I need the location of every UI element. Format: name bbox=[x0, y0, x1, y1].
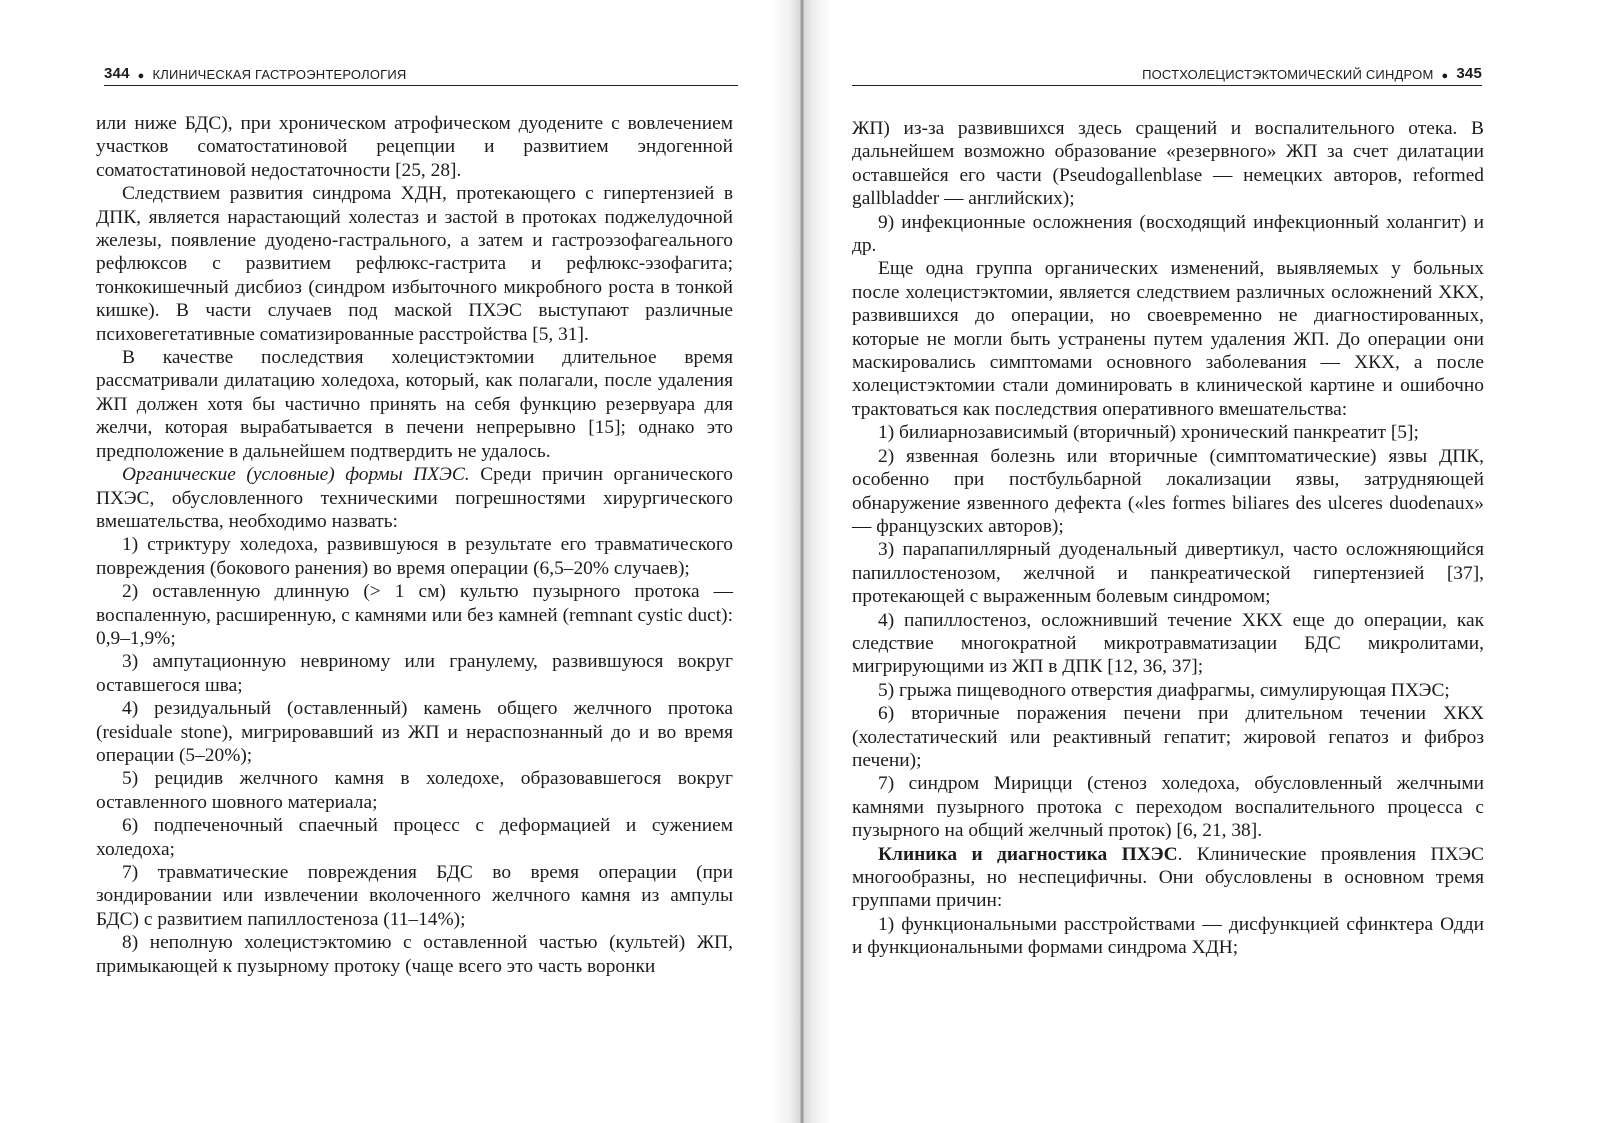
right-body-text bbox=[852, 117, 1484, 960]
list-item: 9) инфекционные осложнения (восходящий инфекционный холангит) и др. bbox=[852, 211, 1484, 257]
list-item: 2) язвенная болезнь или вторичные (симптоматические) язвы ДПК, особенно при постбульбарной локализации язвы, затрудняющей обнаружение язвенного дефекта («les formes biliares des ulceres duodenaux» — французских авторов); bbox=[852, 445, 1484, 537]
left-page bbox=[0, 0, 790, 1123]
list-item: 4) папиллостеноз, осложнивший течение ХКХ еще до операции, как следствие многократной микротравматизации БДС микролитами, мигрирующими из ЖП в ДПК [12, 36, 37]; bbox=[852, 609, 1484, 678]
left-body-text bbox=[96, 112, 733, 978]
list-item: 1) стриктуру холедоха, развившуюся в результате его травматического повреждения (бокового ранения) во время операции (6,5–20% случаев); bbox=[96, 534, 733, 579]
paragraph-text: . Клинические проявления ПХЭС многообразны, но неспецифичны. Они обусловлены в основном тремя группами причин: bbox=[852, 843, 1484, 912]
list-item: 7) травматические повреждения БДС во время операции (при зондировании или извлечении вколоченного желчного камня из ампулы БДС) с развитием папиллостеноза (11–14%); bbox=[96, 862, 733, 930]
paragraph-clinic bbox=[852, 843, 1484, 913]
list-item: 3) ампутационную невриному или гранулему, развившуюся вокруг оставшегося шва; bbox=[96, 651, 733, 696]
header-bullet: ● bbox=[1441, 70, 1449, 82]
list-item: 7) синдром Мирицци (стеноз холедоха, обусловленный желчными камнями пузырного протока с переходом воспалительного процесса с пузырного на общий желчный проток) [6, 21, 38]. bbox=[852, 773, 1484, 842]
paragraph: В качестве последствия холецистэктомии длительное время рассматривали дилатацию холедоха, который, как полагали, после удаления ЖП должен хотя бы частично принять на себя функцию резервуара для желчи, которая вырабатывается в печени непрерывно [15]; однако это предположение в дальнейшем подтвердить не удалось. bbox=[96, 347, 733, 462]
list-item: 6) подпеченочный спаечный процесс с деформацией и сужением холедоха; bbox=[96, 815, 733, 860]
list-item: 4) резидуальный (оставленный) камень общего желчного протока (residuale stone), мигрировавший из ЖП и нераспознанный до и во время операции (5–20%); bbox=[96, 698, 733, 766]
left-running-header bbox=[104, 56, 738, 86]
right-page bbox=[810, 0, 1600, 1123]
list-item: 6) вторичные поражения печени при длительном течении ХКХ (холестатический или реактивный гепатит; жировой гепатоз и фиброз печени); bbox=[852, 703, 1484, 771]
right-running-title: ПОСТХОЛЕЦИСТЭКТОМИЧЕСКИЙ СИНДРОМ bbox=[1142, 67, 1434, 82]
section-heading-italic: Органические (условные) формы ПХЭС. bbox=[122, 464, 470, 486]
list-item: 1) функциональными расстройствами — дисфункцией сфинктера Одди и функциональными формами синдрома ХДН; bbox=[852, 913, 1484, 959]
paragraph: ЖП) из-за развившихся здесь сращений и воспалительного отека. В дальнейшем возможно образование «резервного» ЖП за счет дилатации оставшейся его части (Pseudogallenblase — немецких авторов, reformed gallbladder — английских); bbox=[852, 118, 1484, 210]
paragraph: Следствием развития синдрома ХДН, протекающего с гипертензией в ДПК, является нарастающий холестаз и застой в протоках поджелудочной железы, появление дуодено-гастрального, а затем и гастроэзофагеального рефлюксов с развитием рефлюкс-гастрита и рефлюкс-эзофагита; тонкокишечный дисбиоз (синдром избыточного микробного роста в тонкой кишке). В части случаев под маской ПХЭС выступают различные психовегетативные соматизированные расстройства [5, 31]. bbox=[96, 183, 733, 345]
paragraph: Еще одна группа органических изменений, выявляемых у больных после холецистэктомии, является следствием различных осложнений ХКХ, развившихся до операции, но своевременно не диагностированных, которые не могли быть устранены путем удаления ЖП. До операции они маскировались симптомами основного заболевания — ХКХ, а после холецистэктомии стали доминировать в клинической картине и ошибочно трактоваться как последствия оперативного вмешательства: bbox=[852, 258, 1484, 420]
left-page-number: 344 bbox=[104, 65, 130, 82]
paragraph: или ниже БДС), при хроническом атрофическом дуодените с вовлечением участков соматостатиновой рецепции и развитием эндогенной соматостатиновой недостаточности [25, 28]. bbox=[96, 113, 733, 181]
right-page-number: 345 bbox=[1456, 65, 1482, 82]
list-item: 3) парапапиллярный дуоденальный дивертикул, часто осложняющийся папиллостенозом, желчной и панкреатической гипертензией [37], протекающей с выраженным болевым синдромом; bbox=[852, 539, 1484, 608]
right-running-header bbox=[852, 56, 1482, 86]
paragraph-organic-forms bbox=[96, 463, 733, 533]
list-item: 2) оставленную длинную (> 1 см) культю пузырного протока — воспаленную, расширенную, с камнями или без камней (remnant cystic duct): 0,9–1,9%; bbox=[96, 581, 733, 649]
left-running-title: КЛИНИЧЕСКАЯ ГАСТРОЭНТЕРОЛОГИЯ bbox=[152, 67, 407, 82]
list-item: 5) рецидив желчного камня в холедохе, образовавшегося вокруг оставленного шовного материала; bbox=[96, 768, 733, 813]
header-bullet: ● bbox=[137, 70, 145, 82]
list-item: 8) неполную холецистэктомию с оставленной частью (культей) ЖП, примыкающей к пузырному протоку (чаще всего это часть воронки bbox=[96, 932, 733, 977]
list-item: 5) грыжа пищеводного отверстия диафрагмы, симулирующая ПХЭС; bbox=[878, 679, 1450, 701]
section-heading-bold: Клиника и диагностика ПХЭС bbox=[878, 843, 1178, 865]
list-item: 1) билиарнозависимый (вторичный) хронический панкреатит [5]; bbox=[878, 422, 1419, 444]
paragraph-text: Среди причин органического ПХЭС, обусловленного техническими погрешностями хирургического вмешательства, необходимо назвать: bbox=[96, 464, 733, 532]
